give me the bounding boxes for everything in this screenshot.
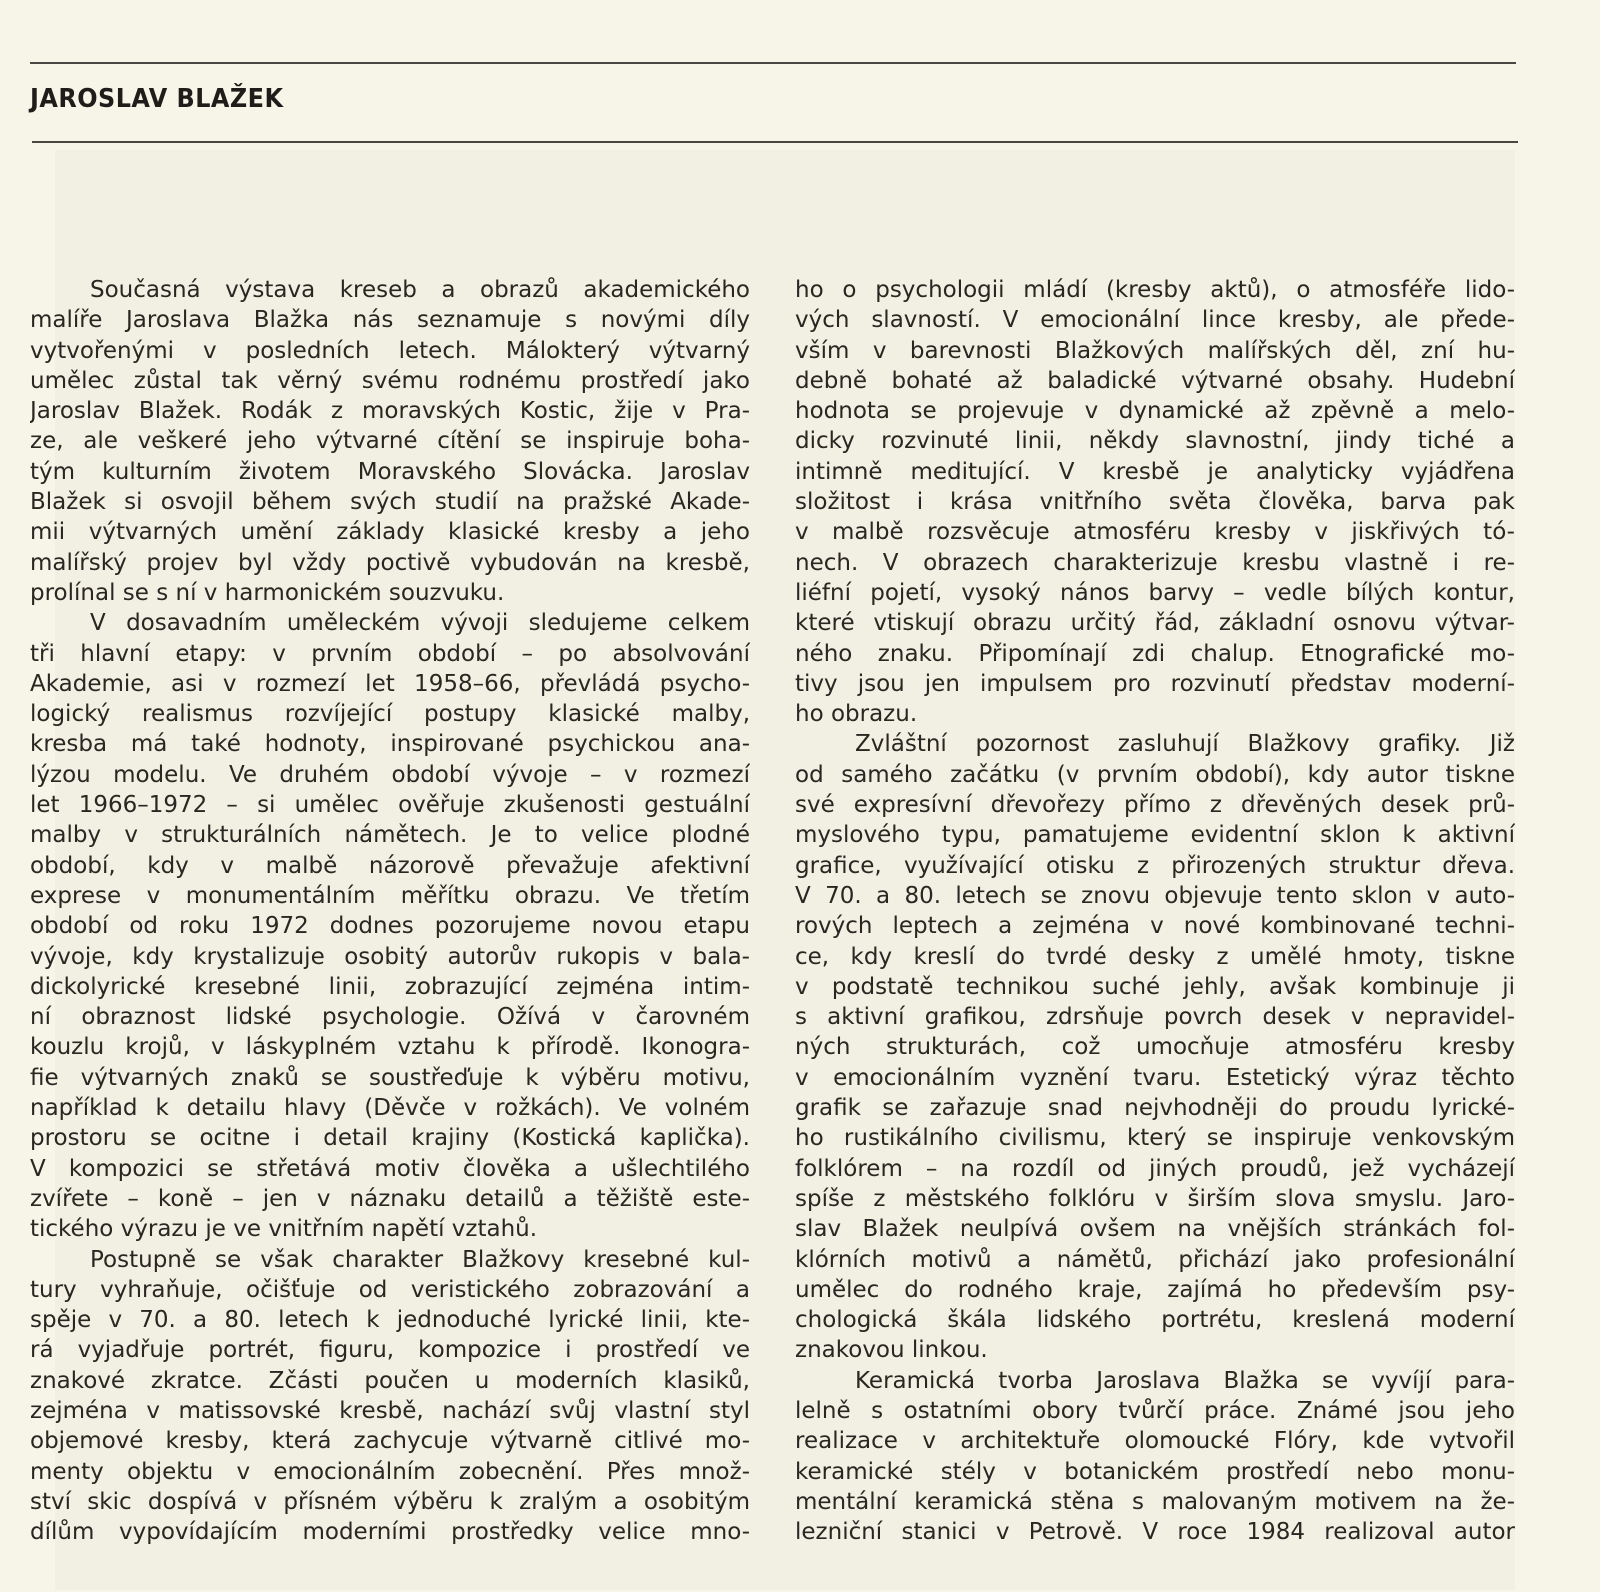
text-line: rá vyjadřuje portrét, figuru, kompozice i prostředí ve bbox=[30, 1337, 750, 1364]
text-line: malby v strukturálních námětech. Je to velice plodné bbox=[30, 822, 750, 849]
text-line: menty objektu v emocionálním zobecnění. Přes množ- bbox=[30, 1458, 750, 1485]
text-line: Současná výstava kreseb a obrazů akademického bbox=[90, 277, 750, 303]
text-line: mii výtvarných umění základy klasické kresby a jeho bbox=[30, 519, 750, 546]
text-line: například k detailu hlavy (Děvče v rožkách). Ve volném bbox=[30, 1095, 750, 1122]
text-line: spíše z městského folklóru v širším slova smyslu. Jaro- bbox=[795, 1185, 1515, 1212]
text-line: znakové zkratce. Zčásti poučen u moderních klasiků, bbox=[30, 1367, 750, 1394]
text-line: zvířete – koně – jen v náznaku detailů a těžiště este- bbox=[30, 1185, 750, 1212]
text-line: intimně meditující. V kresbě je analyticky vyjádřena bbox=[795, 458, 1515, 485]
text-line: kouzlu krojů, v láskyplném vztahu k přírodě. Ikonogra- bbox=[30, 1034, 750, 1061]
text-line: dickolyrické kresebné linii, zobrazující zejména intim- bbox=[30, 973, 750, 1000]
text-line: nech. V obrazech charakterizuje kresbu vlastně i re- bbox=[795, 549, 1515, 576]
header-rule-top bbox=[30, 62, 1516, 64]
text-line: keramické stély v botanickém prostředí nebo monu- bbox=[795, 1458, 1515, 1485]
text-line: Keramická tvorba Jaroslava Blažka se vyvíjí para- bbox=[855, 1367, 1515, 1394]
text-line: slav Blažek neulpívá ovšem na vnějších stránkách fol- bbox=[795, 1216, 1515, 1243]
text-line: období, kdy v malbě názorově převažuje afektivní bbox=[30, 852, 750, 879]
text-line: znakovou linkou. bbox=[795, 1337, 988, 1364]
text-line: prolínal se s ní v harmonickém souzvuku. bbox=[30, 579, 505, 606]
text-line: tým kulturním životem Moravského Slovácka. Jaroslav bbox=[30, 458, 750, 485]
text-line: folklórem – na rozdíl od jiných proudů, jež vycházejí bbox=[795, 1155, 1515, 1182]
text-line: s aktivní grafikou, zdrsňuje povrch desek v nepravidel- bbox=[795, 1004, 1515, 1031]
text-line: Postupně se však charakter Blažkovy kresebné kul- bbox=[90, 1246, 750, 1273]
text-line: v emocionálním vyznění tvaru. Estetický výraz těchto bbox=[795, 1064, 1515, 1091]
text-line: ze, ale veškeré jeho výtvarné cítění se inspiruje boha- bbox=[30, 428, 750, 455]
text-line: vývoje, kdy krystalizuje osobitý autorův rukopis v bala- bbox=[30, 943, 750, 970]
text-line: zejména v matissovské kresbě, nachází svůj vlastní styl bbox=[30, 1397, 750, 1424]
text-line: objemové kresby, která zachycuje výtvarně citlivé mo- bbox=[30, 1428, 750, 1455]
text-line: od samého začátku (v prvním období), kdy autor tiskne bbox=[795, 761, 1515, 788]
text-line: hodnota se projevuje v dynamické až zpěvně a melo- bbox=[795, 398, 1515, 425]
header-rule-bottom bbox=[32, 141, 1518, 143]
text-line: Zvláštní pozornost zasluhují Blažkovy grafiky. Již bbox=[855, 731, 1515, 758]
text-line: lýzou modelu. Ve druhém období vývoje – v rozmezí bbox=[30, 761, 750, 788]
text-line: tři hlavní etapy: v prvním období – po absolvování bbox=[30, 640, 750, 667]
text-line: Blažek si osvojil během svých studií na pražské Akade- bbox=[30, 489, 750, 516]
text-line: let 1966–1972 – si umělec ověřuje zkušenosti gestuální bbox=[30, 792, 750, 819]
text-line: prostoru se ocitne i detail krajiny (Kostická kaplička). bbox=[30, 1125, 750, 1152]
text-line: V dosavadním uměleckém vývoji sledujeme celkem bbox=[90, 610, 750, 637]
text-line: složitost i krása vnitřního světa člověka, barva pak bbox=[795, 489, 1515, 516]
text-line: ní obraznost lidské psychologie. Ožívá v čarovném bbox=[30, 1004, 750, 1031]
text-line: ných strukturách, což umocňuje atmosféru kresby bbox=[795, 1034, 1515, 1061]
text-line: debně bohaté až baladické výtvarné obsahy. Hudební bbox=[795, 367, 1515, 394]
text-line: své expresívní dřevořezy přímo z dřevěných desek prů- bbox=[795, 792, 1515, 819]
text-line: kresba má také hodnoty, inspirované psychickou ana- bbox=[30, 731, 750, 758]
text-line: realizace v architektuře olomoucké Flóry, kde vytvořil bbox=[795, 1428, 1515, 1455]
text-line: rových leptech a zejména v nové kombinované techni- bbox=[795, 913, 1515, 940]
text-line: malíře Jaroslava Blažka nás seznamuje s novými díly bbox=[30, 307, 750, 334]
text-line: ného znaku. Připomínají zdi chalup. Etnografické mo- bbox=[795, 640, 1515, 667]
text-column-right bbox=[795, 275, 1515, 1547]
text-line: vých slavností. V emocionální lince kresby, ale přede- bbox=[795, 307, 1515, 334]
text-line: liéfní pojetí, vysoký nános barvy – vedle bílých kontur, bbox=[795, 579, 1515, 606]
text-line: exprese v monumentálním měřítku obrazu. Ve třetím bbox=[30, 882, 750, 909]
text-line: fie výtvarných znaků se soustřeďuje k výběru motivu, bbox=[30, 1064, 750, 1091]
text-line: grafik se zařazuje snad nejvhodněji do proudu lyrické- bbox=[795, 1095, 1515, 1122]
text-line: ho o psychologii mládí (kresby aktů), o atmosféře lido- bbox=[795, 277, 1515, 303]
text-line: tury vyhraňuje, očišťuje od veristického zobrazování a bbox=[30, 1276, 750, 1303]
text-line: v malbě rozsvěcuje atmosféru kresby v jiskřivých tó- bbox=[795, 519, 1515, 546]
text-line: které vtiskují obrazu určitý řád, základní osnovu výtvar- bbox=[795, 610, 1515, 637]
text-line: V 70. a 80. letech se znovu objevuje tento sklon v auto- bbox=[795, 882, 1515, 909]
article-title: JAROSLAV BLAŽEK bbox=[30, 84, 284, 114]
text-line: umělec do rodného kraje, zajímá ho především psy- bbox=[795, 1276, 1515, 1303]
text-line: lelně s ostatními obory tvůrčí práce. Známé jsou jeho bbox=[795, 1397, 1515, 1424]
text-line: tivy jsou jen impulsem pro rozvinutí představ moderní- bbox=[795, 670, 1515, 697]
text-line: lezniční stanici v Petrově. V roce 1984 realizoval autor bbox=[795, 1519, 1515, 1546]
text-line: grafice, využívající otisku z přirozených struktur dřeva. bbox=[795, 852, 1515, 879]
text-line: Akademie, asi v rozmezí let 1958–66, převládá psycho- bbox=[30, 670, 750, 697]
text-line: období od roku 1972 dodnes pozorujeme novou etapu bbox=[30, 913, 750, 940]
text-line: mentální keramická stěna s malovaným motivem na že- bbox=[795, 1488, 1515, 1515]
text-line: logický realismus rozvíjející postupy klasické malby, bbox=[30, 701, 750, 728]
text-line: chologická škála lidského portrétu, kreslená moderní bbox=[795, 1307, 1515, 1334]
text-line: vytvořenými v posledních letech. Málokterý výtvarný bbox=[30, 337, 750, 364]
text-line: dílům vypovídajícím moderními prostředky velice mno- bbox=[30, 1519, 750, 1546]
text-line: klórních motivů a námětů, přichází jako profesionální bbox=[795, 1246, 1515, 1273]
text-line: malířský projev byl vždy poctivě vybudován na kresbě, bbox=[30, 549, 750, 576]
text-line: myslového typu, pamatujeme evidentní sklon k aktivní bbox=[795, 822, 1515, 849]
text-line: ství skic dospívá v přísném výběru k zralým a osobitým bbox=[30, 1488, 750, 1515]
text-column-left bbox=[30, 275, 750, 1547]
text-line: ho obrazu. bbox=[795, 701, 918, 728]
text-line: vším v barevnosti Blažkových malířských děl, zní hu- bbox=[795, 337, 1515, 364]
text-line: umělec zůstal tak věrný svému rodnému prostředí jako bbox=[30, 367, 750, 394]
text-line: Jaroslav Blažek. Rodák z moravských Kostic, žije v Pra- bbox=[30, 398, 750, 425]
text-line: spěje v 70. a 80. letech k jednoduché lyrické linii, kte- bbox=[30, 1307, 750, 1334]
text-line: dicky rozvinuté linii, někdy slavnostní, jindy tiché a bbox=[795, 428, 1515, 455]
text-line: ce, kdy kreslí do tvrdé desky z umělé hmoty, tiskne bbox=[795, 943, 1515, 970]
text-line: v podstatě technikou suché jehly, avšak kombinuje ji bbox=[795, 973, 1515, 1000]
text-line: V kompozici se střetává motiv člověka a ušlechtilého bbox=[30, 1155, 750, 1182]
text-line: ho rustikálního civilismu, který se inspiruje venkovským bbox=[795, 1125, 1515, 1152]
text-line: tického výrazu je ve vnitřním napětí vztahů. bbox=[30, 1216, 538, 1243]
